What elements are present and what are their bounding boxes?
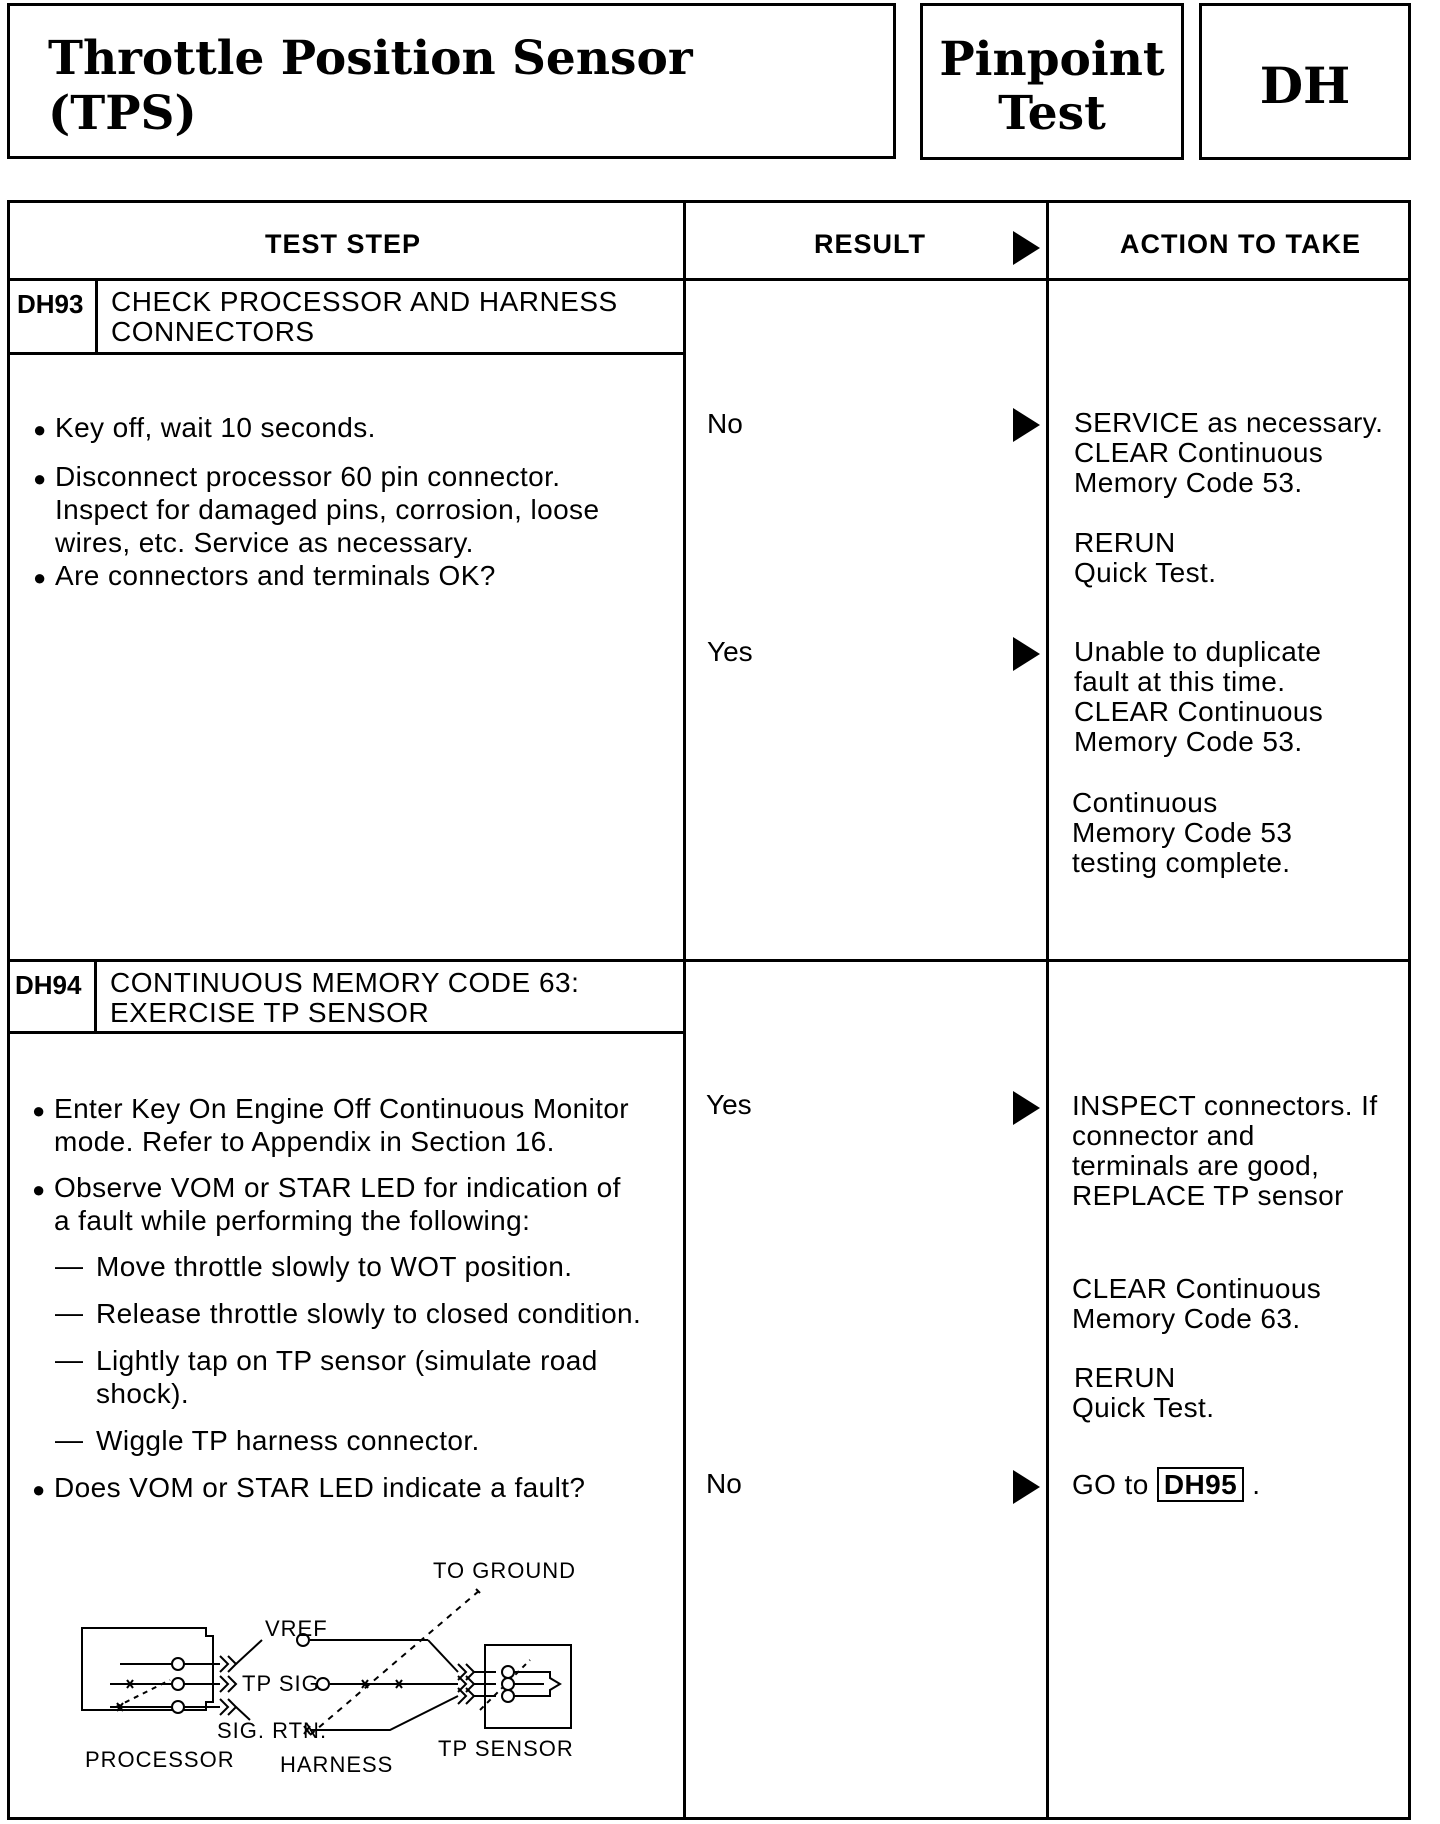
bullet-icon: ●	[32, 1477, 46, 1502]
dh93-step-2-line1: Disconnect processor 60 pin connector.	[55, 461, 561, 492]
dh94-substep-3-line1: Lightly tap on TP sensor (simulate road	[96, 1345, 598, 1376]
dh93-step-3: Are connectors and terminals OK?	[55, 560, 496, 591]
dh94-substep-4: Wiggle TP harness connector.	[96, 1425, 480, 1456]
goto-dh95-link[interactable]: DH95	[1157, 1467, 1244, 1502]
period: .	[1252, 1469, 1261, 1500]
dh94-substep-1: Move throttle slowly to WOT position.	[96, 1251, 573, 1282]
harness-label: HARNESS	[280, 1752, 394, 1777]
to-ground-label: TO GROUND	[433, 1560, 577, 1583]
dh93-action-no-1: SERVICE as necessary.	[1074, 407, 1384, 438]
test-label: Test	[998, 86, 1106, 141]
dash-icon: —	[55, 1344, 83, 1375]
dh93-result-yes: Yes	[707, 636, 753, 667]
page-title: Throttle Position Sensor	[48, 31, 693, 86]
dh94-substep-3-line2: shock).	[96, 1378, 190, 1409]
dh94-action-yes-8: Quick Test.	[1072, 1392, 1215, 1423]
dh94-step-2-line1: Observe VOM or STAR LED for indication of	[54, 1172, 621, 1203]
step-title-divider	[10, 1031, 683, 1034]
dh93-action-yes-6: Memory Code 53	[1072, 817, 1293, 848]
dh94-step-3: Does VOM or STAR LED indicate a fault?	[54, 1472, 586, 1503]
dh93-action-yes-4: Memory Code 53.	[1074, 726, 1303, 757]
dh94-result-no: No	[706, 1468, 742, 1499]
dh93-action-yes-3: CLEAR Continuous	[1074, 696, 1324, 727]
dh94-step-1-line1: Enter Key On Engine Off Continuous Monitor	[54, 1093, 630, 1124]
page-title-abbrev: (TPS)	[48, 86, 197, 141]
sig-rtn-label: SIG. RTN.	[217, 1718, 328, 1743]
dh93-action-yes-2: fault at this time.	[1074, 666, 1286, 697]
dh93-step-2-line3: wires, etc. Service as necessary.	[55, 527, 474, 558]
column-divider	[683, 203, 686, 1817]
pinpoint-test-box	[920, 3, 1184, 160]
vref-label: VREF	[265, 1616, 328, 1641]
result-arrow-icon	[1013, 408, 1040, 442]
result-arrow-icon	[1013, 1470, 1040, 1504]
dash-icon: —	[55, 1250, 83, 1281]
step-id-divider	[95, 278, 98, 352]
tp-sensor-pins	[502, 1666, 514, 1702]
dh94-action-no	[1072, 1470, 1260, 1501]
processor-label: PROCESSOR	[85, 1747, 235, 1772]
tp-sig-label: TP SIG	[242, 1671, 320, 1696]
dh94-action-yes-3: terminals are good,	[1072, 1150, 1320, 1181]
processor-connector-shape	[82, 1628, 213, 1710]
step-divider	[10, 959, 1408, 962]
dh93-result-no: No	[707, 408, 743, 439]
wiring-diagram	[60, 1560, 620, 1790]
step-id-dh94: DH94	[15, 970, 82, 1000]
result-arrow-icon	[1013, 637, 1040, 671]
dh94-action-yes-4: REPLACE TP sensor	[1072, 1180, 1344, 1211]
dh93-action-yes-1: Unable to duplicate	[1074, 636, 1322, 667]
step-title-dh93-line2: CONNECTORS	[111, 316, 315, 347]
header-divider	[10, 278, 1408, 281]
test-code: DH	[1259, 56, 1351, 115]
dh94-action-yes-2: connector and	[1072, 1120, 1255, 1151]
test-code-box	[1199, 3, 1411, 160]
dh93-step-2-line2: Inspect for damaged pins, corrosion, loose	[55, 494, 600, 525]
dh93-action-yes-7: testing complete.	[1072, 847, 1291, 878]
go-to-label: GO to	[1072, 1469, 1149, 1500]
step-id-divider	[94, 959, 97, 1031]
dash-icon: —	[55, 1297, 83, 1328]
tp-sensor-shape	[485, 1645, 571, 1728]
step-title-dh94-line2: EXERCISE TP SENSOR	[110, 997, 430, 1028]
bullet-icon: ●	[32, 1098, 46, 1123]
dh93-action-no-3: Memory Code 53.	[1074, 467, 1303, 498]
bullet-icon: ●	[32, 1177, 46, 1202]
dh93-action-no-2: CLEAR Continuous	[1074, 437, 1324, 468]
step-title-dh94-line1: CONTINUOUS MEMORY CODE 63:	[110, 967, 580, 998]
bullet-icon: ●	[33, 565, 47, 590]
dh94-action-yes-1: INSPECT connectors. If	[1072, 1090, 1378, 1121]
dh94-action-yes-5: CLEAR Continuous	[1072, 1273, 1322, 1304]
dh93-action-yes-5: Continuous	[1072, 787, 1218, 818]
dh94-action-yes-7: RERUN	[1074, 1362, 1176, 1393]
dh94-substep-2: Release throttle slowly to closed condition.	[96, 1298, 642, 1329]
column-divider	[1046, 203, 1049, 1817]
dh94-action-yes-6: Memory Code 63.	[1072, 1303, 1301, 1334]
dh94-step-2-line2: a fault while performing the following:	[54, 1205, 531, 1236]
result-header: RESULT	[814, 229, 926, 259]
bullet-icon: ●	[33, 417, 47, 442]
tp-sensor-label: TP SENSOR	[438, 1736, 574, 1761]
dh93-action-no-5: Quick Test.	[1074, 557, 1217, 588]
result-arrow-icon	[1013, 231, 1040, 265]
action-header: ACTION TO TAKE	[1120, 229, 1361, 259]
processor-pins	[172, 1658, 184, 1713]
title-box	[7, 3, 896, 159]
step-title-divider	[10, 352, 683, 355]
dash-icon: —	[55, 1424, 83, 1455]
dh93-action-no-4: RERUN	[1074, 527, 1176, 558]
result-arrow-icon	[1013, 1091, 1040, 1125]
step-title-dh93-line1: CHECK PROCESSOR AND HARNESS	[111, 286, 618, 317]
dh93-step-1: Key off, wait 10 seconds.	[55, 412, 376, 443]
dh94-step-1-line2: mode. Refer to Appendix in Section 16.	[54, 1126, 555, 1157]
bullet-icon: ●	[33, 466, 47, 491]
step-id-dh93: DH93	[17, 289, 84, 319]
dh94-result-yes: Yes	[706, 1089, 752, 1120]
test-step-header: TEST STEP	[265, 229, 422, 259]
pinpoint-label: Pinpoint	[939, 32, 1165, 87]
